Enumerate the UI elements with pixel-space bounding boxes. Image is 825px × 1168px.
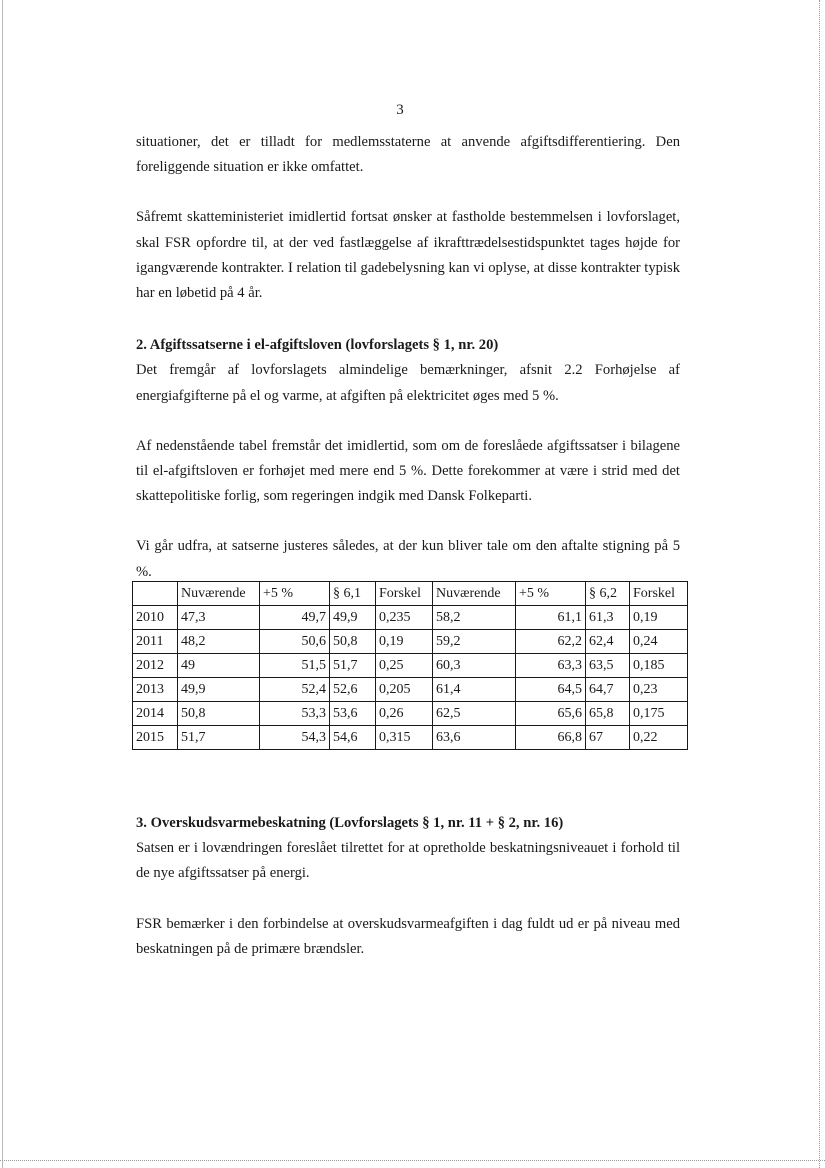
table-cell: 53,3 [260,702,330,726]
table-cell: 2014 [133,702,178,726]
table-header-cell: Nuværende [433,582,516,606]
table-cell: 0,315 [376,726,433,750]
table-cell: 54,6 [330,726,376,750]
table-cell: 63,3 [516,654,586,678]
table-cell: 48,2 [178,630,260,654]
table-cell: 64,5 [516,678,586,702]
table-cell: 49,7 [260,606,330,630]
table-cell: 63,5 [586,654,630,678]
section-2-heading: 2. Afgiftssatserne i el-afgiftsloven (lovforslagets § 1, nr. 20) [136,337,499,354]
tax-rates-table [132,581,688,750]
table-row [133,678,688,702]
table-cell: 0,24 [630,630,688,654]
table-header-cell: Forskel [630,582,688,606]
section-3 [136,811,680,962]
table-cell: 59,2 [433,630,516,654]
table-cell: 2013 [133,678,178,702]
section-3-paragraph-1: Satsen er i lovændringen foreslået tilrettet for at opretholde beskatningsniveauet i forhold til de nye afgiftssatser på energi. [136,840,680,882]
table-cell: 63,6 [433,726,516,750]
intro-paragraph-2: Såfremt skatteministeriet imidlertid fortsat ønsker at fastholde bestemmelsen i lovforslaget, skal FSR opfordre til, at der ved fastlæggelse af ikrafttrædelsestidspunktet tages højde for igangværende kontrakter. I relation til gadebelysning kan vi oplyse, at disse kontrakter typisk har en løbetid på 4 år. [136,209,680,302]
section-3-heading: 3. Overskudsvarmebeskatning (Lovforslagets § 1, nr. 11 + § 2, nr. 16) [136,815,564,831]
table-cell: 0,23 [630,678,688,702]
scan-edge-left [2,0,3,1168]
table-cell: 0,185 [630,654,688,678]
table-cell: 51,7 [178,726,260,750]
section-2-paragraph-2: Af nedenstående tabel fremstår det imidlertid, som om de foreslåede afgiftssatser i bilagene til el-afgiftsloven er forhøjet med mere end 5 %. Dette forekommer at være i strid med det skattepolitiske forlig, som regeringen indgik med Dansk Folkeparti. [136,437,680,505]
table-cell: 0,19 [630,606,688,630]
table-cell: 49,9 [330,606,376,630]
table-cell: 0,205 [376,678,433,702]
table-header-cell: Forskel [376,582,433,606]
scan-edge-bottom [0,1160,825,1162]
table-header-cell: +5 % [516,582,586,606]
table-cell: 52,6 [330,678,376,702]
table-cell: 0,25 [376,654,433,678]
table-cell: 65,8 [586,702,630,726]
intro-paragraph-1: situationer, det er tilladt for medlemsstaterne at anvende afgiftsdifferentiering. Den foreliggende situation er ikke omfattet. [136,134,680,176]
table-cell: 64,7 [586,678,630,702]
table-header-row [133,582,688,606]
table-cell: 62,5 [433,702,516,726]
table-cell: 61,3 [586,606,630,630]
table-cell: 65,6 [516,702,586,726]
table-cell: 54,3 [260,726,330,750]
table-cell: 53,6 [330,702,376,726]
table-cell: 66,8 [516,726,586,750]
table-cell: 0,175 [630,702,688,726]
table-row [133,726,688,750]
scan-edge-right [819,0,821,1168]
section-2-paragraph-3: Vi går udfra, at satserne justeres således, at der kun bliver tale om den aftalte stigning på 5 %. [136,538,680,580]
table-cell: 67 [586,726,630,750]
document-body [136,130,680,585]
table-header-cell: Nuværende [178,582,260,606]
table-header-cell: +5 % [260,582,330,606]
page-number: 3 [396,102,404,118]
table-header-cell: § 6,2 [586,582,630,606]
table-row [133,630,688,654]
table-cell: 0,22 [630,726,688,750]
table-cell: 2015 [133,726,178,750]
table-cell: 50,8 [330,630,376,654]
table-cell: 51,5 [260,654,330,678]
table-cell: 49,9 [178,678,260,702]
table-cell: 0,26 [376,702,433,726]
table-cell: 62,2 [516,630,586,654]
table-cell: 2011 [133,630,178,654]
table-cell: 61,1 [516,606,586,630]
table-header-cell [133,582,178,606]
table-cell: 0,19 [376,630,433,654]
table-cell: 52,4 [260,678,330,702]
table-cell: 61,4 [433,678,516,702]
table-cell: 62,4 [586,630,630,654]
table-cell: 2010 [133,606,178,630]
table-cell: 0,235 [376,606,433,630]
table-cell: 51,7 [330,654,376,678]
table-row [133,654,688,678]
table-row [133,702,688,726]
table-cell: 47,3 [178,606,260,630]
table-cell: 60,3 [433,654,516,678]
section-3-paragraph-2: FSR bemærker i den forbindelse at overskudsvarmeafgiften i dag fuldt ud er på niveau med beskatningen på de primære brændsler. [136,915,680,957]
section-2-paragraph-1: Det fremgår af lovforslagets almindelige bemærkninger, afsnit 2.2 Forhøjelse af energiafgifterne på el og varme, at afgiften på elektricitet øges med 5 %. [136,362,680,404]
table-cell: 58,2 [433,606,516,630]
table-cell: 50,8 [178,702,260,726]
table-row [133,606,688,630]
table-cell: 50,6 [260,630,330,654]
table-header-cell: § 6,1 [330,582,376,606]
table-cell: 2012 [133,654,178,678]
table-cell: 49 [178,654,260,678]
